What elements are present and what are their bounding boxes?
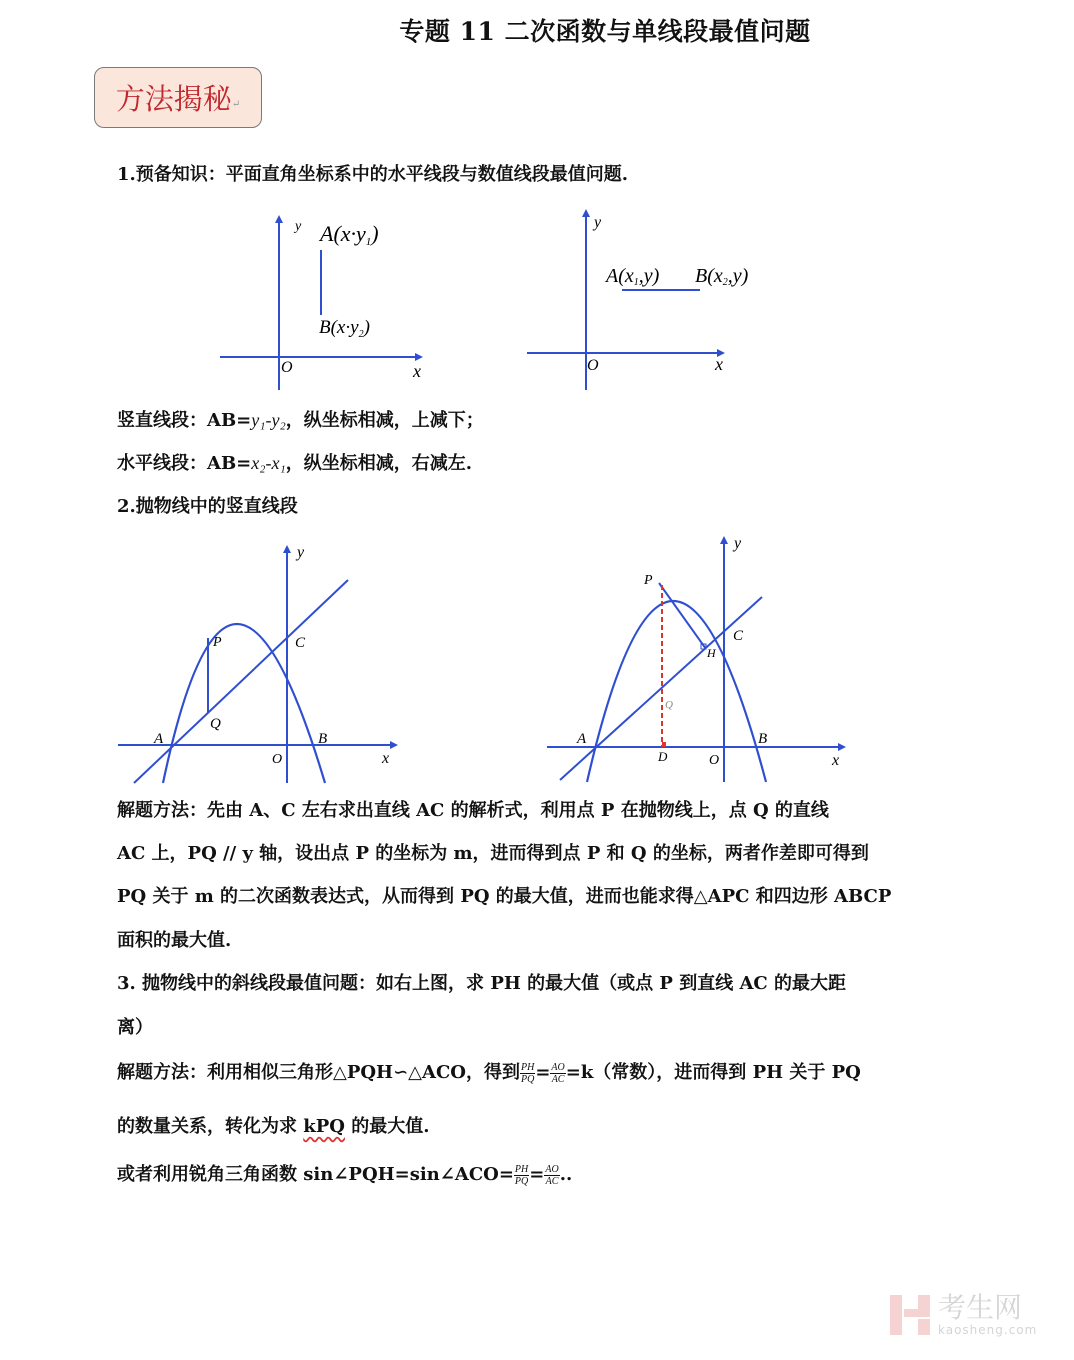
parabola-vertical-figure — [110, 535, 410, 785]
svg-text:A: A — [154, 731, 164, 747]
svg-text:H: H — [707, 646, 716, 660]
section1-heading: 1.预备知识：平面直角坐标系中的水平线段与数值线段最值问题. — [117, 164, 629, 185]
watermark-en: kaosheng.com — [938, 1323, 1038, 1337]
svg-text:x: x — [715, 354, 723, 374]
method-badge — [94, 67, 262, 128]
section2-heading: 2.抛物线中的竖直线段 — [117, 496, 298, 517]
svg-text:D: D — [658, 749, 668, 764]
parabola-oblique-figure — [540, 530, 860, 785]
section2-method-line-3: PQ 关于 m 的二次函数表达式，从而得到 PQ 的最大值，进而也能求得△APC 和四边形 ABCP — [117, 886, 892, 907]
section2-method-line-1: 解题方法：先由 A、C 左右求出直线 AC 的解析式，利用点 P 在抛物线上，点 Q 的直线 — [117, 800, 829, 821]
sine-fraction-1: $\frac{PH}{PQ}$ — [514, 1163, 529, 1187]
vertical-rule: 竖直线段：AB=y₁-y₂，纵坐标相减，上减下； — [117, 410, 484, 431]
svg-text:O: O — [281, 359, 293, 376]
section3-method-line-2: 的数量关系，转化为求 kPQ 的最大值. — [117, 1116, 430, 1137]
horizontal-rule: 水平线段：AB=x₂-x₁，纵坐标相减，右减左. — [117, 453, 473, 474]
svg-text:B: B — [318, 731, 328, 747]
watermark-cn: 考生网 — [938, 1291, 1023, 1324]
svg-text:A(x1,y): A(x1,y) — [606, 265, 660, 288]
svg-text:A: A — [577, 731, 587, 747]
sine-fraction-2: $\frac{AO}{AC}$ — [545, 1163, 559, 1187]
svg-text:C: C — [733, 628, 744, 644]
section3-method-line-1: 解题方法：利用相似三角形△PQH∽△ACO，得到 $\frac{PH}{PQ}$ = $\frac{AO}{AC}$ =k（常数），进而得到 PH 关于 PQ — [117, 1061, 861, 1085]
horizontal-segment-figure — [522, 205, 782, 390]
svg-text:O: O — [587, 357, 599, 374]
svg-text:P: P — [644, 573, 653, 588]
badge-label: 方法揭秘 — [115, 82, 232, 116]
svg-text:O: O — [709, 753, 720, 768]
svg-text:y: y — [734, 535, 742, 552]
watermark — [888, 1293, 1037, 1337]
ratio-fraction-1: $\frac{PH}{PQ}$ — [520, 1061, 535, 1085]
paragraph-mark: ↵ — [231, 99, 241, 110]
svg-text:y: y — [295, 219, 302, 234]
svg-text:x: x — [413, 361, 421, 381]
spellcheck-underline: kPQ — [303, 1116, 345, 1137]
section3-heading-line-2: 离） — [117, 1017, 153, 1038]
kaosheng-logo-icon — [888, 1293, 932, 1337]
svg-text:A(x·y1): A(x·y1) — [320, 221, 379, 248]
svg-text:O: O — [272, 752, 283, 767]
svg-text:Q: Q — [210, 716, 221, 732]
svg-text:y: y — [297, 544, 305, 561]
svg-text:x: x — [382, 750, 390, 767]
svg-text:P: P — [213, 635, 222, 650]
svg-text:y: y — [594, 214, 602, 231]
section3-method-line-3: 或者利用锐角三角函数 sin∠PQH=sin∠ACO= $\frac{PH}{PQ}$ = $\frac{AO}{AC}$ .. — [117, 1163, 573, 1187]
svg-text:B: B — [758, 731, 768, 747]
svg-text:B(x2,y): B(x2,y) — [695, 265, 749, 288]
vertical-segment-figure — [215, 205, 435, 390]
svg-text:x: x — [832, 752, 840, 769]
section2-method-line-4: 面积的最大值. — [117, 930, 232, 951]
section2-method-line-2: AC 上，PQ // y 轴，设出点 P 的坐标为 m，进而得到点 P 和 Q 的坐标，两者作差即可得到 — [117, 843, 869, 864]
page-title: 专题 11 二次函数与单线段最值问题 — [399, 17, 811, 46]
svg-text:B(x·y2): $B(x\cdot y_2)$ — [319, 317, 370, 340]
section3-heading-line-1: 3. 抛物线中的斜线段最值问题：如右上图，求 PH 的最大值（或点 P 到直线 AC 的最大距 — [117, 973, 847, 994]
ratio-fraction-2: $\frac{AO}{AC}$ — [551, 1061, 565, 1085]
svg-text:C: C — [295, 635, 306, 651]
svg-text:Q: Q — [665, 699, 673, 711]
